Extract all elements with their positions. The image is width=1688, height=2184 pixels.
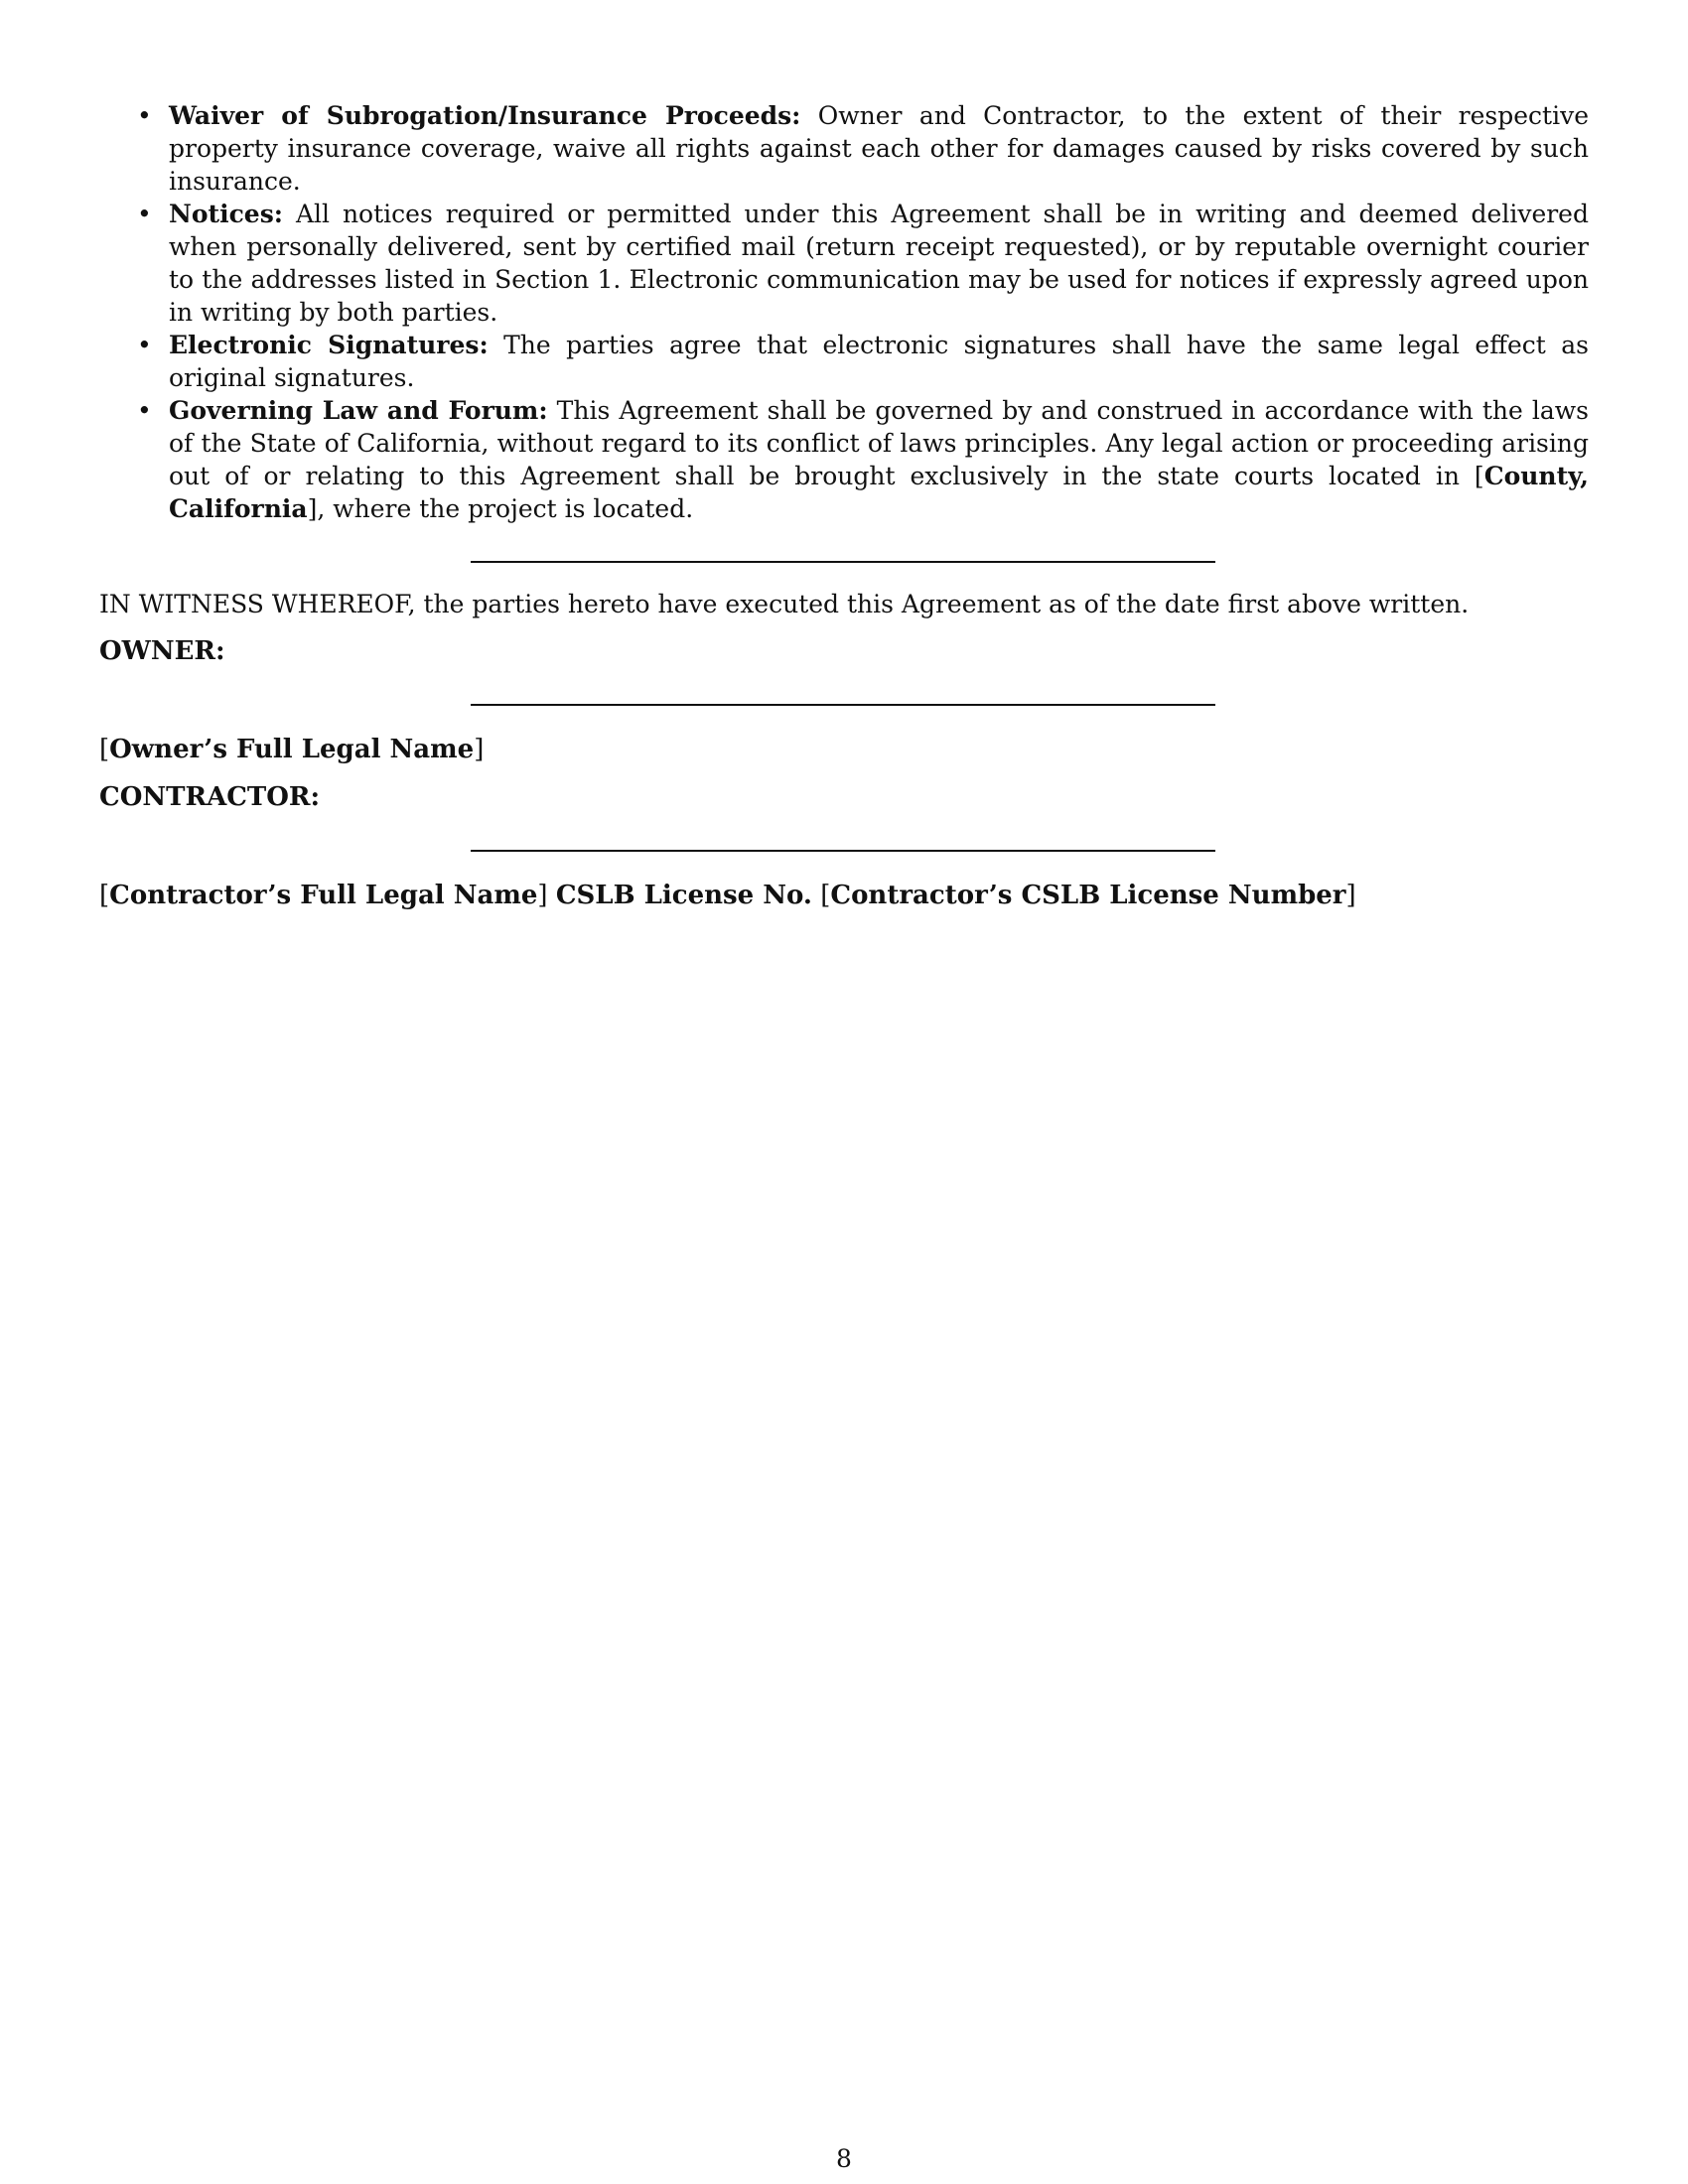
clause-text-end: ], where the project is located. [307, 494, 694, 523]
license-label: CSLB License No. [555, 881, 812, 910]
clause-list [99, 99, 1589, 525]
clause-text: All notices required or permitted under this Agreement shall be in writing and deemed delivered when personally delivered, sent by certified mail (return receipt requested), or by reputable overnight courier to the addresses listed in Section 1. Electronic communication may be used for notices if expressly agreed upon in writing by both parties. [169, 200, 1589, 327]
contractor-signature-line [471, 850, 1215, 852]
clause-text: This Agreement shall be governed by and construed in accordance with the laws of the State of California, without regard to its conflict of laws principles. Any legal action or proceeding arising out of or relating to this Agreement shall be brought exclusively in the state courts located in [ [169, 396, 1590, 490]
contractor-label: CONTRACTOR: [99, 782, 321, 812]
contractor-name-line: [Contractor’s Full Legal Name] CSLB License No. [Contractor’s CSLB License Number] [99, 881, 1356, 910]
page-number: 8 [836, 2144, 852, 2173]
section-divider [471, 561, 1215, 563]
bullet-icon: • [137, 101, 152, 130]
clause-heading: Electronic Signatures: [169, 331, 489, 359]
clause-text: Owner and Contractor, to the extent of their respective property insurance coverage, waive all rights against each other for damages caused by risks covered by such insurance. [169, 101, 1590, 196]
contractor-name-placeholder: Contractor’s Full Legal Name [109, 881, 538, 910]
county-placeholder: County, California [169, 462, 1589, 523]
clause-heading: Notices: [169, 200, 284, 228]
bullet-icon: • [137, 331, 152, 359]
bullet-icon: • [137, 396, 152, 425]
witness-statement: IN WITNESS WHEREOF, the parties hereto have executed this Agreement as of the date first above written. [99, 590, 1470, 618]
owner-label: OWNER: [99, 636, 225, 666]
clause-waiver-of-subrogation [99, 99, 1589, 198]
owner-name-placeholder: Owner’s Full Legal Name [109, 735, 475, 764]
clause-text: The parties agree that electronic signatures shall have the same legal effect as original signatures. [169, 331, 1589, 392]
clause-heading: Governing Law and Forum: [169, 396, 548, 425]
document-page [99, 99, 1589, 912]
clause-heading: Waiver of Subrogation/Insurance Proceeds: [169, 101, 801, 130]
owner-signature-line [471, 704, 1215, 706]
license-number-placeholder: Contractor’s CSLB License Number [830, 881, 1346, 910]
bullet-icon: • [137, 200, 152, 228]
clause-electronic-signatures [99, 329, 1589, 394]
clause-governing-law [99, 394, 1589, 525]
owner-name-line: [Owner’s Full Legal Name] [99, 735, 485, 764]
clause-notices [99, 198, 1589, 329]
